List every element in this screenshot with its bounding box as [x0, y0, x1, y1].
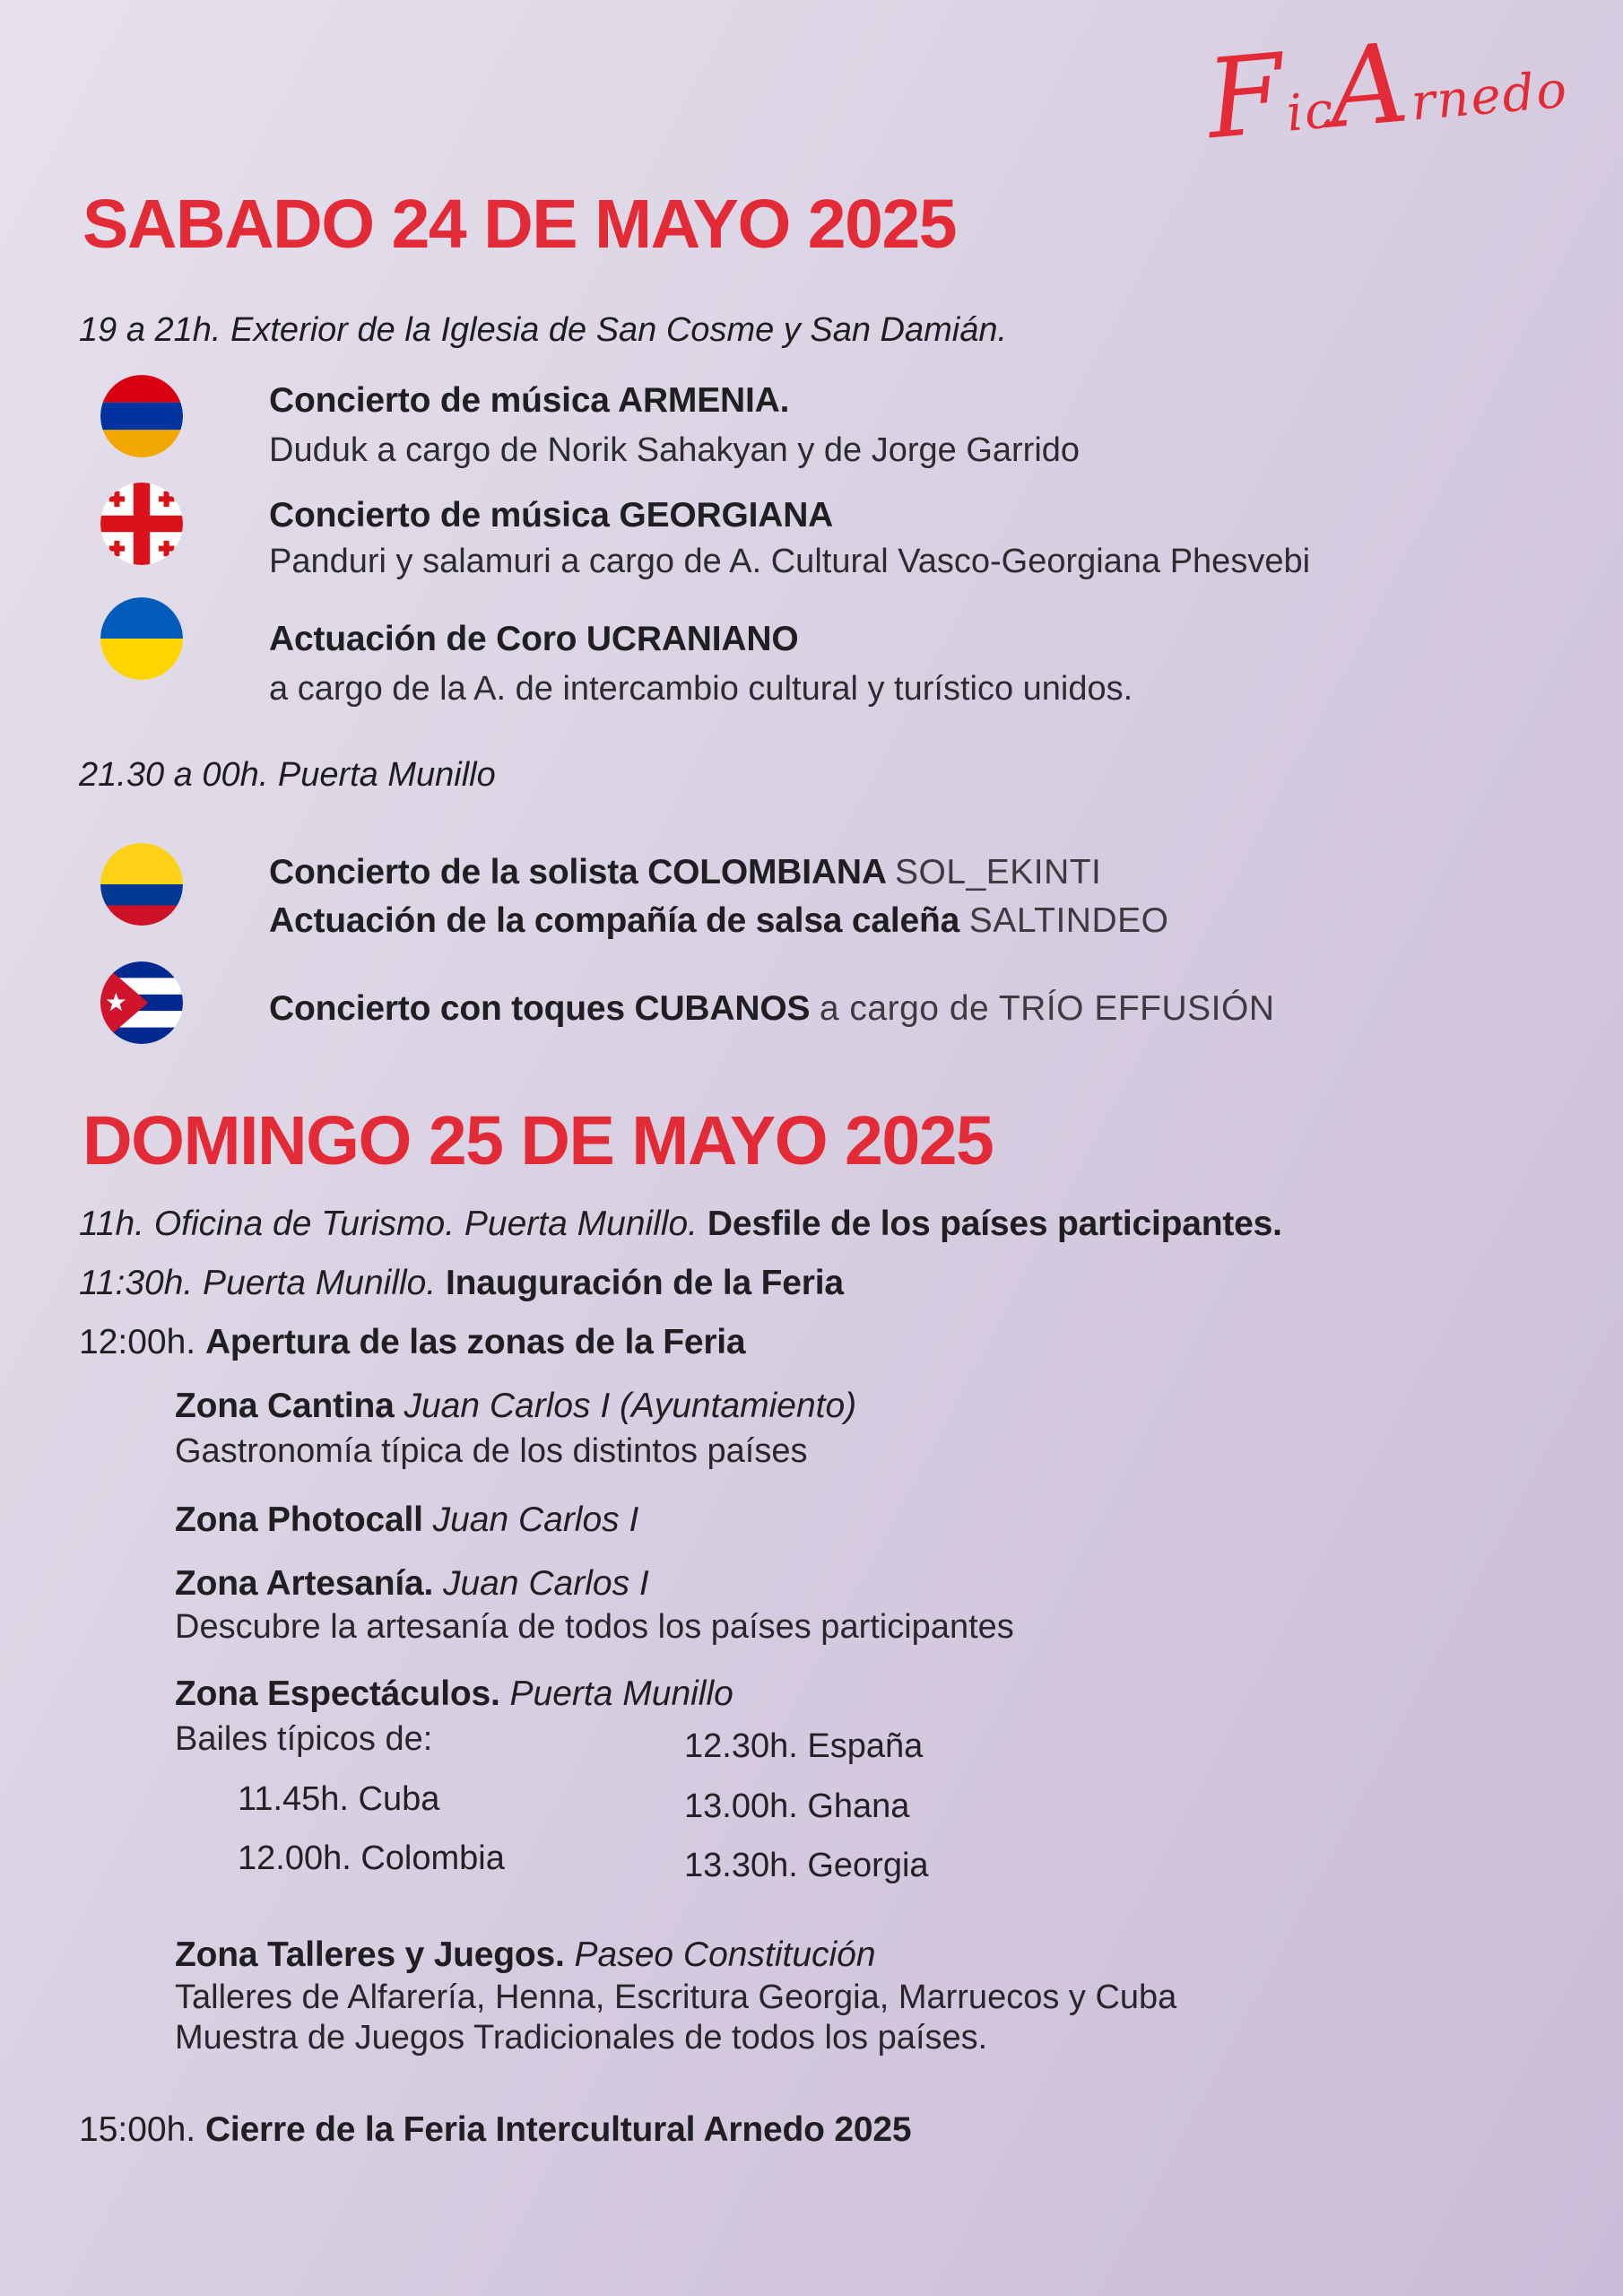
georgia-flag-icon [100, 483, 183, 565]
fic-arnedo-logo [1202, 19, 1571, 164]
event-title-armenia: Concierto de música ARMENIA. [269, 381, 790, 420]
zone-photocall-name: Zona Photocall [175, 1500, 423, 1539]
zone-espectaculos [175, 1674, 733, 1716]
event-subtitle-ukraine: a cargo de la A. de intercambio cultural y turístico unidos. [269, 670, 1133, 708]
sunday-title: DOMINGO 25 DE MAYO 2025 [82, 1102, 994, 1179]
event-subtitle-armenia: Duduk a cargo de Norik Sahakyan y de Jorge Garrido [269, 431, 1081, 469]
schedule-2-event: Inauguración de la Feria [446, 1264, 844, 1302]
cuba-flag-icon [100, 961, 183, 1044]
zone-artesania-place: Juan Carlos I [442, 1564, 649, 1603]
zone-talleres-place: Paseo Constitución [574, 1935, 876, 1974]
colombia-line1-light: SOL_EKINTI [894, 853, 1102, 891]
cuba-line-light: a cargo de TRÍO EFFUSIÓN [819, 989, 1275, 1028]
event-title-colombia-2 [269, 900, 1168, 943]
zone-espectaculos-place: Puerta Munillo [509, 1674, 733, 1713]
zone-photocall-place: Juan Carlos I [432, 1500, 639, 1539]
schedule-1-time-place: 11h. Oficina de Turismo. Puerta Munillo. [79, 1205, 699, 1243]
dance-time-cuba: 11.45h. Cuba [238, 1780, 440, 1818]
event-title-colombia-1 [269, 852, 1101, 894]
saturday-second-slot: 21.30 a 00h. Puerta Munillo [79, 756, 496, 794]
sunday-schedule-line-3 [79, 1322, 745, 1364]
colombia-line2-light: SALTINDEO [968, 901, 1169, 940]
event-title-georgia: Concierto de música GEORGIANA [269, 496, 834, 535]
schedule-1-event: Desfile de los países participantes. [707, 1205, 1282, 1243]
zone-talleres-name: Zona Talleres y Juegos. [175, 1935, 565, 1974]
colombia-flag-icon [100, 843, 183, 926]
closing-line [79, 2109, 911, 2152]
zone-cantina-place: Juan Carlos I (Ayuntamiento) [404, 1387, 857, 1425]
zone-espectaculos-desc: Bailes típicos de: [175, 1720, 433, 1758]
armenia-flag-icon [100, 375, 183, 457]
dance-time-ghana: 13.00h. Ghana [684, 1787, 910, 1825]
event-title-ukraine: Actuación de Coro UCRANIANO [269, 620, 799, 658]
zone-photocall [175, 1500, 638, 1542]
dance-time-georgia: 13.30h. Georgia [684, 1847, 929, 1884]
zone-artesania-name: Zona Artesanía. [175, 1564, 434, 1603]
dance-time-colombia: 12.00h. Colombia [238, 1839, 505, 1877]
logo-text-fic: Fic [1202, 30, 1338, 164]
saturday-intro: 19 a 21h. Exterior de la Iglesia de San Cosme y San Damián. [79, 311, 1008, 349]
sunday-schedule-line-2 [79, 1263, 844, 1305]
zone-artesania-desc: Descubre la artesanía de todos los países participantes [175, 1608, 1014, 1646]
schedule-3-event: Apertura de las zonas de la Feria [204, 1323, 746, 1361]
colombia-line1-bold: Concierto de la solista COLOMBIANA [269, 853, 886, 891]
event-subtitle-georgia: Panduri y salamuri a cargo de A. Cultural Vasco-Georgiana Phesvebi [269, 543, 1311, 580]
sunday-schedule-line-1 [79, 1204, 1282, 1246]
schedule-3-time: 12:00h. [79, 1323, 196, 1361]
zone-cantina [175, 1386, 856, 1428]
event-title-cuba [269, 988, 1275, 1031]
dance-time-espana: 12.30h. España [684, 1727, 924, 1765]
zone-talleres-desc-1: Talleres de Alfarería, Henna, Escritura Georgia, Marruecos y Cuba [175, 1979, 1177, 2016]
zone-talleres-desc-2: Muestra de Juegos Tradicionales de todos los países. [175, 2019, 988, 2057]
cuba-line-bold: Concierto con toques CUBANOS [269, 989, 811, 1028]
logo-text-arnedo: Arnedo [1324, 19, 1571, 153]
ukraine-flag-icon [100, 597, 183, 680]
zone-espectaculos-name: Zona Espectáculos. [175, 1674, 500, 1713]
colombia-line2-bold: Actuación de la compañía de salsa caleña [269, 901, 960, 940]
saturday-title: SABADO 24 DE MAYO 2025 [82, 186, 957, 263]
closing-event: Cierre de la Feria Intercultural Arnedo 2025 [204, 2110, 912, 2149]
zone-cantina-name: Zona Cantina [175, 1387, 395, 1425]
zone-artesania [175, 1563, 649, 1605]
closing-time: 15:00h. [79, 2110, 196, 2149]
zone-talleres [175, 1935, 876, 1977]
zone-cantina-desc: Gastronomía típica de los distintos países [175, 1432, 808, 1470]
schedule-2-time-place: 11:30h. Puerta Munillo. [79, 1264, 437, 1302]
